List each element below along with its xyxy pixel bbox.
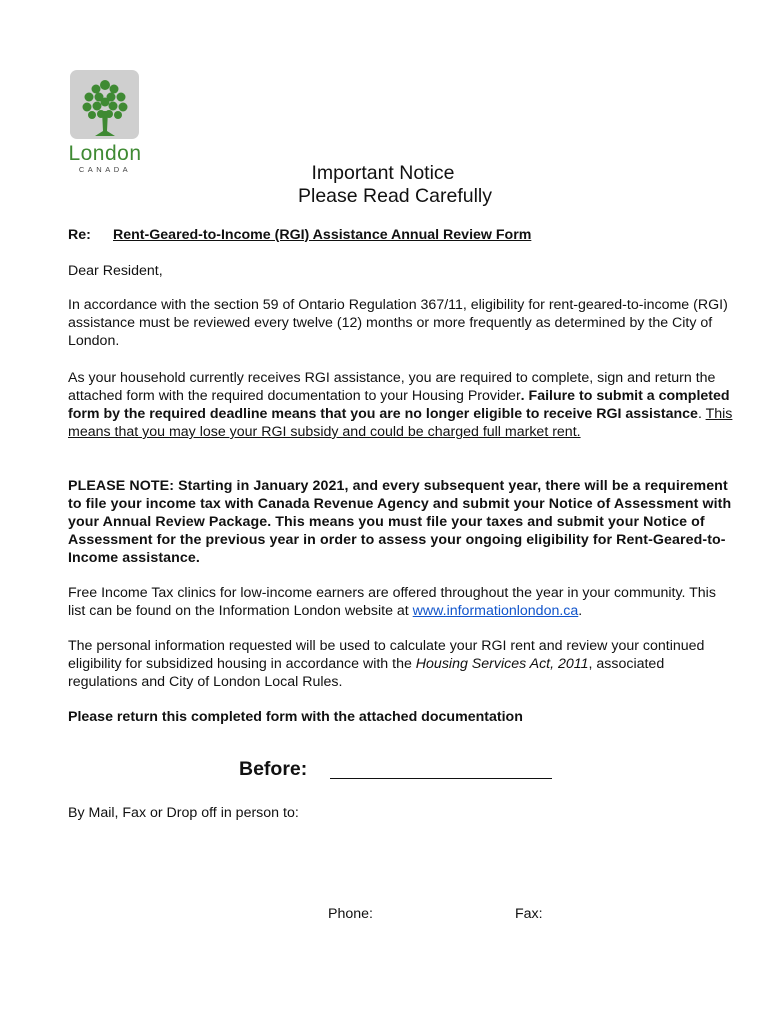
logo-wordmark: London (68, 142, 142, 165)
paragraph-requirement (68, 369, 734, 441)
return-instruction: Please return this completed form with the attached documentation (68, 709, 523, 725)
privacy-end: , associated regulations and City of London Local Rules. (68, 656, 665, 690)
re-subject: Rent-Geared-to-Income (RGI) Assistance Annual Review Form (113, 227, 532, 243)
city-logo (70, 70, 139, 139)
information-london-link[interactable]: www.informationlondon.ca (412, 603, 579, 619)
clinics-text: Free Income Tax clinics for low-income earners are offered throughout the year in your community. This list can be found on the Information London website at (68, 585, 716, 619)
paragraph-clinics (68, 584, 734, 620)
requirement-consequence: This means that you may lose your RGI subsidy and could be charged full market rent. (68, 406, 733, 440)
phone-label: Phone: (328, 906, 373, 922)
privacy-text: The personal information requested will be used to calculate your RGI rent and review your continued eligibility for subsidized housing in accordance with the (68, 638, 705, 672)
requirement-warning: . Failure to submit a completed form by the required deadline means that you are no longer eligible to receive RGI assistance (68, 388, 730, 422)
before-label: Before: (239, 758, 308, 780)
requirement-sep: . (697, 406, 706, 422)
paragraph-privacy (68, 637, 734, 691)
page-subtitle: Please Read Carefully (297, 185, 493, 207)
clinics-end: . (578, 603, 583, 619)
please-note: PLEASE NOTE: Starting in January 2021, and every subsequent year, there will be a requirement to file your income tax with Canada Revenue Agency and submit your Notice of Assessment with your Annual Review Package. This means you must file your taxes and submit your Notice of Assessment for the previous year in order to assess your ongoing eligibility for Rent-Geared-to-Income assistance. (68, 478, 732, 566)
page-title: Important Notice (311, 162, 455, 184)
paragraph-regulation: In accordance with the section 59 of Ontario Regulation 367/11, eligibility for rent-geared-to-income (RGI) assistance must be reviewed every twelve (12) months or more frequently as determined by the City of London. (68, 297, 728, 349)
mail-instruction: By Mail, Fax or Drop off in person to: (68, 805, 299, 821)
re-label: Re: (68, 227, 91, 243)
fax-label: Fax: (515, 906, 543, 922)
deadline-blank-line (330, 778, 552, 779)
privacy-act: Housing Services Act, 2011 (415, 656, 589, 672)
requirement-text: As your household currently receives RGI assistance, you are required to complete, sign and return the attached form with the required documentation to your Housing Provider (68, 370, 716, 404)
tree-icon (75, 75, 135, 139)
logo-subtitle: CANADA (78, 165, 132, 174)
greeting: Dear Resident, (68, 263, 163, 279)
